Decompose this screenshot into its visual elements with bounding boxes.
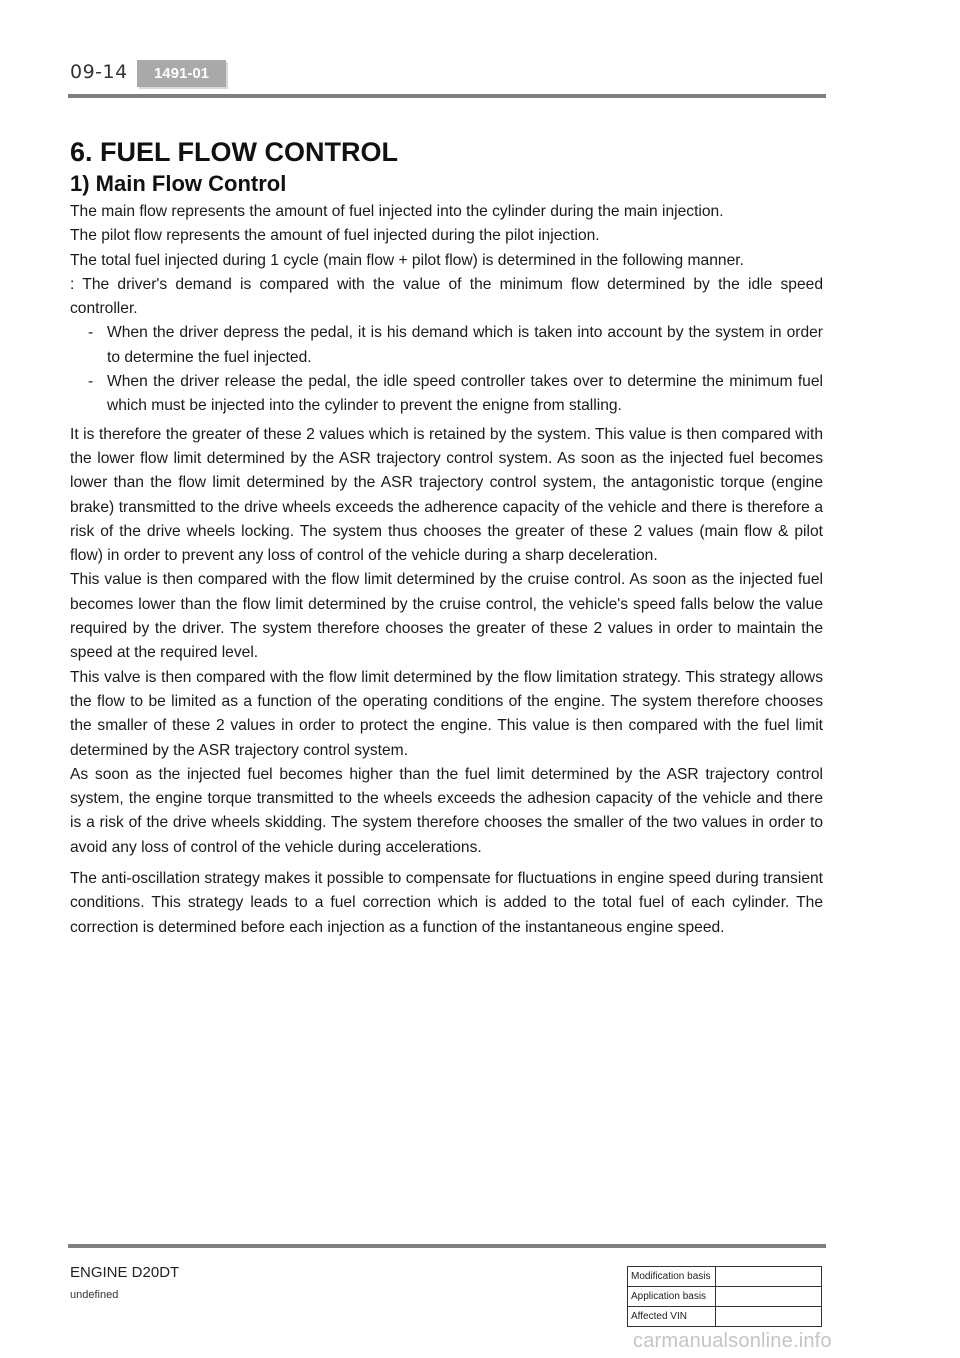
- application-basis-label: Application basis: [628, 1287, 716, 1307]
- body-text: [70, 200, 823, 940]
- paragraph: This valve is then compared with the flow limit determined by the flow limitation strategy. This strategy allows the flow to be limited as a function of the operating conditions of the engine. The system therefore chooses the smaller of these 2 values in order to protect the engine. This value is then compared with the fuel limit determined by the ASR trajectory control system.: [70, 668, 823, 759]
- affected-vin-label: Affected VIN: [628, 1307, 716, 1327]
- footer-undefined-label: undefined: [70, 1289, 119, 1301]
- subsection-title: 1) Main Flow Control: [70, 171, 287, 196]
- paragraph: The anti-oscillation strategy makes it possible to compensate for fluctuations in engine speed during transient conditions. This strategy leads to a fuel correction which is added to the total fuel of each cylinder. The correction is determined before each injection as a function of the instantaneous engine speed.: [70, 870, 823, 936]
- header-divider: [68, 94, 826, 98]
- modification-basis-label: Modification basis: [628, 1267, 716, 1287]
- table-row: [628, 1307, 822, 1327]
- bullet-dash: -: [88, 324, 94, 342]
- paragraph: This value is then compared with the flow limit determined by the cruise control. As soon as the injected fuel becomes lower than the flow limit determined by the cruise control, the vehicle's speed falls below the value required by the driver. The system therefore chooses the greater of these 2 values in order to maintain the speed at the required level.: [70, 571, 823, 662]
- modification-basis-value: [716, 1267, 822, 1287]
- bullet-list: [70, 321, 823, 418]
- bullet-dash: -: [88, 373, 94, 391]
- section-title: 6. FUEL FLOW CONTROL: [70, 137, 398, 167]
- paragraph: The pilot flow represents the amount of fuel injected during the pilot injection.: [70, 227, 600, 245]
- paragraph: As soon as the injected fuel becomes higher than the fuel limit determined by the ASR trajectory control system, the engine torque transmitted to the wheels exceeds the adhesion capacity of the vehicle and there is a risk of the drive wheels skidding. The system therefore chooses the smaller of the two values in order to avoid any loss of control of the vehicle during accelerations.: [70, 765, 823, 856]
- watermark: carmanualsonline.info: [633, 1330, 832, 1352]
- footer-divider: [68, 1244, 826, 1248]
- table-row: [628, 1287, 822, 1307]
- revision-info-table: [627, 1266, 822, 1327]
- paragraph: : The driver's demand is compared with the value of the minimum flow determined by the idle speed controller.: [70, 275, 823, 318]
- bullet-text: When the driver depress the pedal, it is his demand which is taken into account by the system in order to determine the fuel injected.: [107, 324, 823, 366]
- table-row: [628, 1267, 822, 1287]
- section-code-badge: 1491-01: [137, 60, 226, 87]
- bullet-text: When the driver release the pedal, the idle speed controller takes over to determine the minimum fuel which must be injected into the cylinder to prevent the enigne from stalling.: [107, 373, 823, 415]
- paragraph: The main flow represents the amount of fuel injected into the cylinder during the main injection.: [70, 203, 724, 220]
- page-number: 09-14: [70, 61, 128, 83]
- list-item: [70, 370, 823, 419]
- application-basis-value: [716, 1287, 822, 1307]
- footer-engine-label: ENGINE D20DT: [70, 1264, 180, 1281]
- affected-vin-value: [716, 1307, 822, 1327]
- list-item: [70, 321, 823, 370]
- paragraph: The total fuel injected during 1 cycle (main flow + pilot flow) is determined in the following manner.: [70, 251, 744, 269]
- paragraph: It is therefore the greater of these 2 values which is retained by the system. This value is then compared with the lower flow limit determined by the ASR trajectory control system. As soon as the injected fuel becomes lower than the flow limit determined by the ASR trajectory control system, the antagonistic torque (engine brake) transmitted to the drive wheels exceeds the adherence capacity of the vehicle and there is therefore a risk of the drive wheels locking. The system thus chooses the greater of these 2 values (main flow & pilot flow) in order to prevent any loss of control of the vehicle during a sharp deceleration.: [70, 425, 823, 565]
